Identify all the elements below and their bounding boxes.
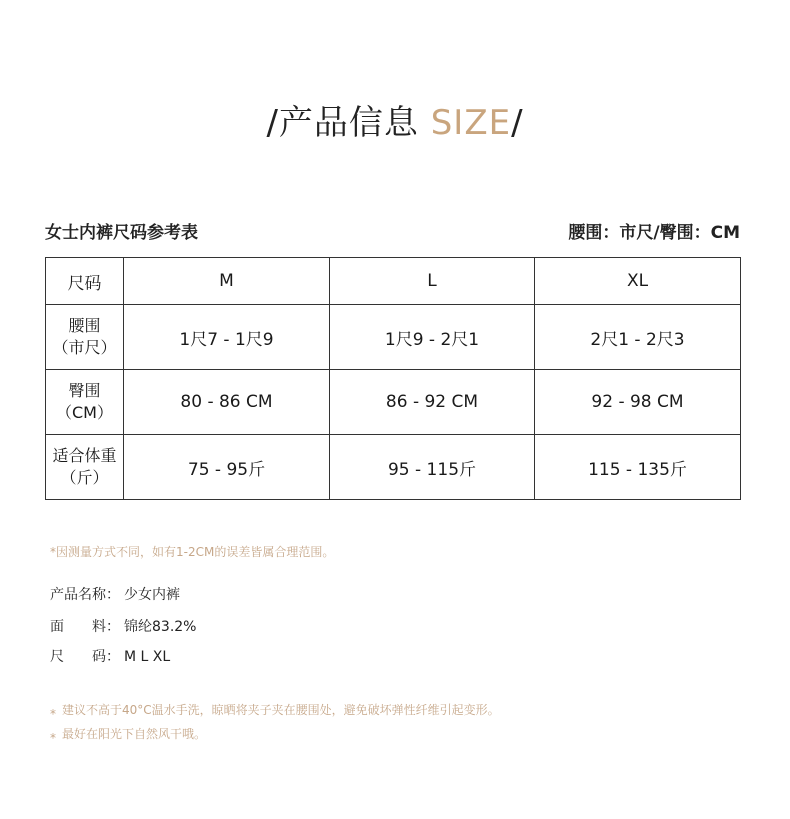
care-text: 最好在阳光下自然风干哦。 [62, 727, 207, 741]
table-caption: 女士内裤尺码参考表 [45, 223, 198, 243]
info-size [50, 646, 170, 666]
row-label-weight [46, 435, 124, 500]
row-label-waist [46, 305, 124, 370]
asterisk-mark: * [50, 731, 56, 745]
title-prefix: /产品信息 [266, 103, 431, 143]
title-accent: SIZE [430, 103, 512, 143]
row-label-line1: 适合体重 [52, 446, 117, 465]
info-label: 产品名称： [50, 587, 120, 603]
row-label-line2: （CM） [56, 403, 113, 422]
unit-caption: 腰围：市尺/臀围：CM [568, 223, 740, 243]
header-m: M [124, 258, 330, 305]
info-label: 面 料： [50, 619, 120, 635]
cell-value: 80 - 86 CM [124, 370, 330, 435]
size-table [45, 257, 741, 500]
row-label-line1: 臀围 [68, 381, 101, 400]
row-label-line1: 腰围 [68, 316, 101, 335]
cell-value: 1尺7 - 1尺9 [124, 305, 330, 370]
title-suffix: / [511, 103, 524, 143]
info-material [50, 616, 196, 636]
info-value: 少女内裤 [124, 587, 180, 603]
cell-value: 95 - 115斤 [330, 435, 535, 500]
measurement-note: *因测量方式不同，如有1-2CM的误差皆属合理范围。 [50, 545, 335, 559]
info-value: 锦纶83.2% [124, 619, 197, 635]
care-instruction [50, 701, 500, 721]
cell-value: 92 - 98 CM [535, 370, 741, 435]
table-row-waist [46, 305, 741, 370]
header-size: 尺码 [46, 258, 124, 305]
care-text: 建议不高于40°C温水手洗，晾晒将夹子夹在腰围处，避免破坏弹性纤维引起变形。 [62, 703, 500, 717]
info-label: 尺 码： [50, 649, 120, 665]
header-xl: XL [535, 258, 741, 305]
info-value: M L XL [124, 649, 171, 665]
page-title [0, 95, 790, 144]
cell-value: 86 - 92 CM [330, 370, 535, 435]
table-row-hip [46, 370, 741, 435]
table-row-weight [46, 435, 741, 500]
cell-value: 75 - 95斤 [124, 435, 330, 500]
cell-value: 2尺1 - 2尺3 [535, 305, 741, 370]
cell-value: 115 - 135斤 [535, 435, 741, 500]
row-label-hip [46, 370, 124, 435]
info-product-name [50, 584, 180, 604]
table-header-row [46, 258, 741, 305]
row-label-line2: （斤） [60, 468, 109, 487]
header-l: L [330, 258, 535, 305]
asterisk-mark: * [50, 707, 56, 721]
row-label-line2: （市尺） [52, 338, 117, 357]
care-instruction [50, 725, 207, 745]
cell-value: 1尺9 - 2尺1 [330, 305, 535, 370]
